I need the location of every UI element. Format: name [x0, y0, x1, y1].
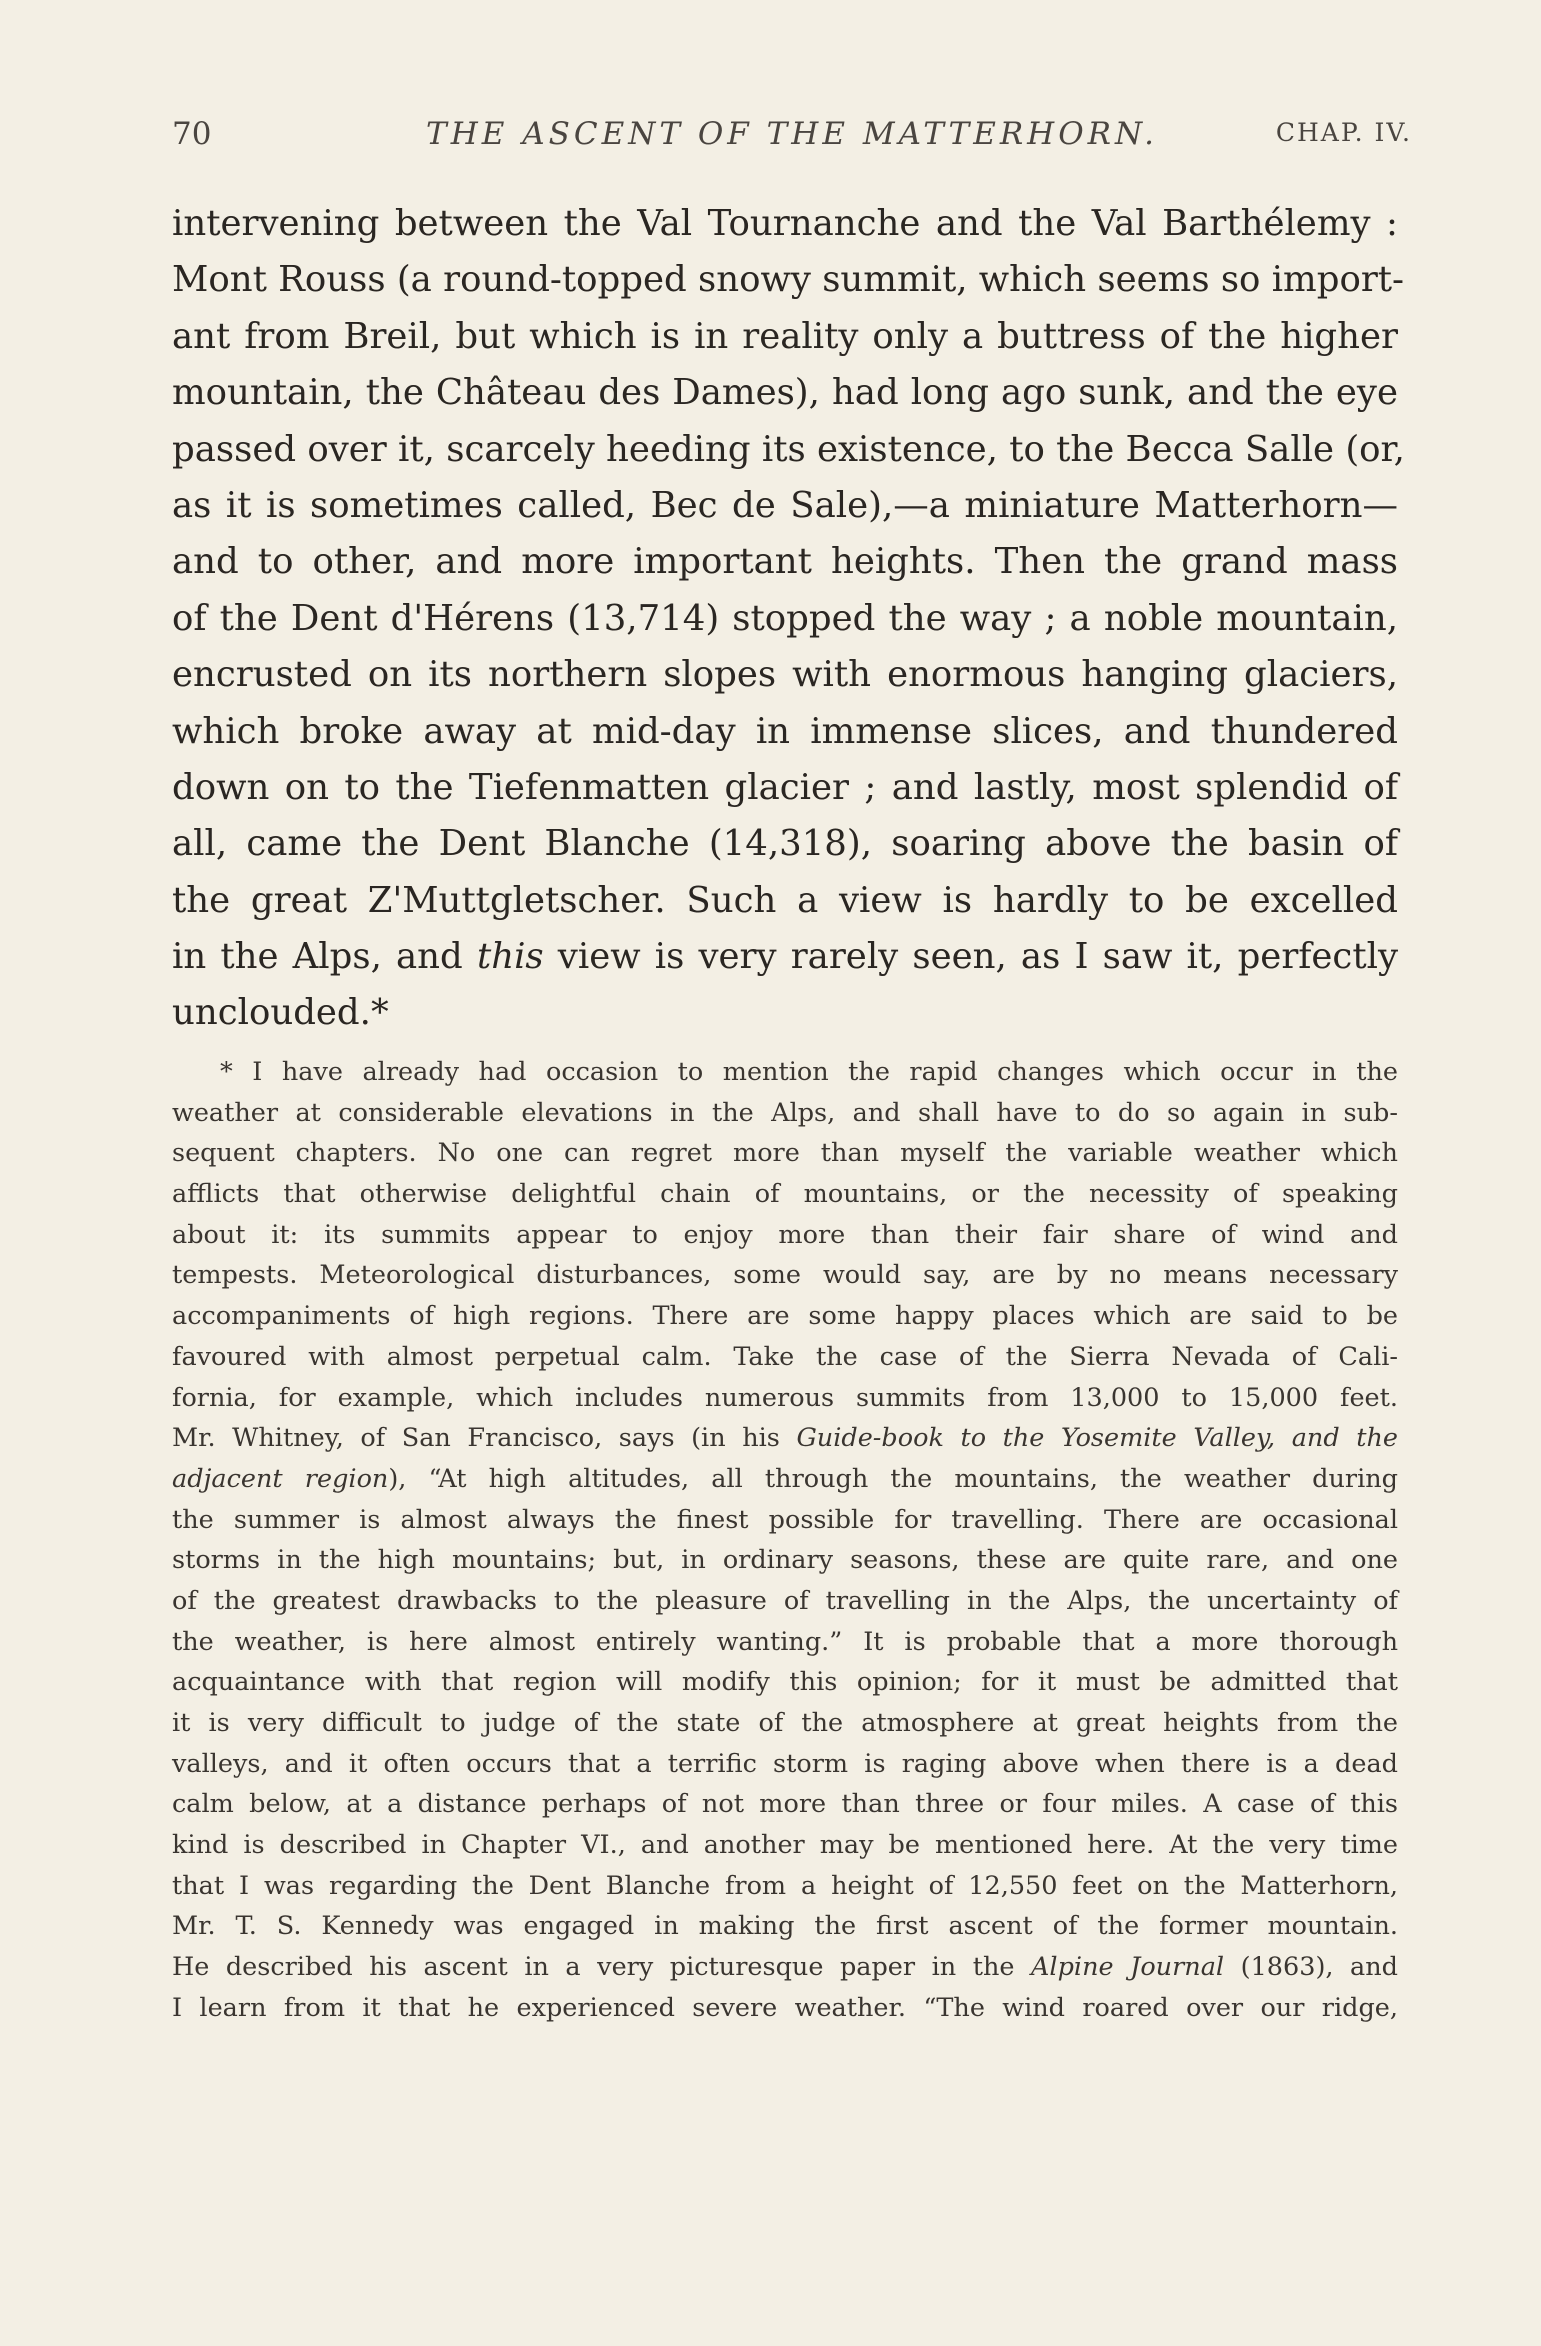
- text-segment: (1863), and: [1224, 1952, 1399, 1983]
- chapter-label: CHAP. IV.: [1275, 118, 1412, 147]
- footnote-line: kind is described in Chapter VI., and another may be mentioned here. At the very time: [172, 1830, 1398, 1861]
- footnote-line: [172, 1459, 1398, 1500]
- footnote-line: acquaintance with that region will modify this opinion; for it must be admitted that: [172, 1667, 1398, 1698]
- text-line: ant from Breil, but which is in reality only a buttress of the higher: [172, 315, 1398, 357]
- text-segment: in the Alps, and: [172, 936, 477, 978]
- text-line: [172, 929, 1398, 985]
- footnote-line: storms in the high mountains; but, in ordinary seasons, these are quite rare, and one: [172, 1545, 1398, 1576]
- journal-title: Alpine Journal: [1031, 1952, 1225, 1983]
- main-text: [172, 196, 1405, 1042]
- text-segment: Mr. Whitney, of San Francisco, says (in his: [172, 1423, 797, 1454]
- text-segment: ), “At high altitudes, all through the mountains, the weather during: [388, 1463, 1398, 1494]
- page-number: 70: [172, 116, 212, 152]
- footnote-line-last: I learn from it that he experienced severe weather. “The wind roared over our ridge,: [172, 1992, 1398, 2023]
- footnote-line: fornia, for example, which includes numerous summits from 13,000 to 15,000 feet.: [172, 1382, 1398, 1413]
- footnote-line: Mr. T. S. Kennedy was engaged in making the first ascent of the former mountain.: [172, 1911, 1398, 1942]
- footnote: [172, 1052, 1398, 2029]
- text-line: passed over it, scarcely heeding its existence, to the Becca Salle (or,: [172, 428, 1405, 470]
- text-line: all, came the Dent Blanche (14,318), soaring above the basin of: [172, 823, 1398, 865]
- footnote-line: of the greatest drawbacks to the pleasure of travelling in the Alps, the uncertainty of: [172, 1585, 1398, 1616]
- footnote-line: [172, 1418, 1398, 1459]
- text-line-last: unclouded.*: [172, 992, 389, 1034]
- footnote-line: [172, 1947, 1398, 1988]
- text-line: Mont Rouss (a round-topped snowy summit, which seems so import-: [172, 259, 1405, 301]
- footnote-line: calm below, at a distance perhaps of not more than three or four miles. A case of this: [172, 1789, 1398, 1820]
- footnote-line: favoured with almost perpetual calm. Take the case of the Sierra Nevada of Cali-: [172, 1341, 1398, 1372]
- footnote-line: sequent chapters. No one can regret more than myself the variable weather which: [172, 1138, 1398, 1169]
- text-line: mountain, the Château des Dames), had long ago sunk, and the eye: [172, 372, 1398, 414]
- footnote-line: the weather, is here almost entirely wanting.” It is probable that a more thorough: [172, 1626, 1398, 1657]
- text-line: down on to the Tiefenmatten glacier ; and lastly, most splendid of: [172, 766, 1398, 808]
- text-line: of the Dent d'Hérens (13,714) stopped the way ; a noble mountain,: [172, 597, 1398, 639]
- footnote-line: weather at considerable elevations in the Alps, and shall have to do so again in sub-: [172, 1097, 1398, 1128]
- footnote-line: tempests. Meteorological disturbances, some would say, are by no means necessary: [172, 1260, 1398, 1291]
- page-header: [172, 116, 1412, 166]
- text-line: encrusted on its northern slopes with enormous hanging glaciers,: [172, 654, 1398, 696]
- footnote-line: afflicts that otherwise delightful chain of mountains, or the necessity of speaking: [172, 1179, 1398, 1210]
- footnote-line: valleys, and it often occurs that a terrific storm is raging above when there is a dead: [172, 1748, 1398, 1779]
- footnote-line: about it: its summits appear to enjoy more than their fair share of wind and: [172, 1219, 1398, 1250]
- footnote-line: it is very difficult to judge of the state of the atmosphere at great heights from the: [172, 1708, 1398, 1738]
- footnote-line: * I have already had occasion to mention the rapid changes which occur in the: [220, 1057, 1398, 1087]
- text-line: as it is sometimes called, Bec de Sale),—a miniature Matterhorn—: [172, 484, 1398, 526]
- text-segment: view is very rarely seen, as I saw it, perfectly: [543, 936, 1398, 978]
- text-line: intervening between the Val Tournanche and the Val Barthélemy :: [172, 203, 1398, 244]
- book-title: Guide-book to the Yosemite Valley, and the: [796, 1423, 1398, 1454]
- footnote-line: the summer is almost always the finest possible for travelling. There are occasional: [172, 1504, 1398, 1535]
- footnote-line: accompaniments of high regions. There are some happy places which are said to be: [172, 1301, 1398, 1332]
- footnote-line: that I was regarding the Dent Blanche from a height of 12,550 feet on the Matterhorn,: [172, 1870, 1398, 1901]
- text-segment: He described his ascent in a very picturesque paper in the: [172, 1952, 1032, 1983]
- text-line: which broke away at mid-day in immense slices, and thundered: [172, 710, 1398, 752]
- book-title: adjacent region: [172, 1463, 389, 1494]
- text-line: and to other, and more important heights. Then the grand mass: [172, 541, 1398, 583]
- emphasis: this: [476, 936, 544, 978]
- text-line: the great Z'Muttgletscher. Such a view is hardly to be excelled: [172, 879, 1398, 921]
- running-title: THE ASCENT OF THE MATTERHORN.: [426, 116, 1158, 152]
